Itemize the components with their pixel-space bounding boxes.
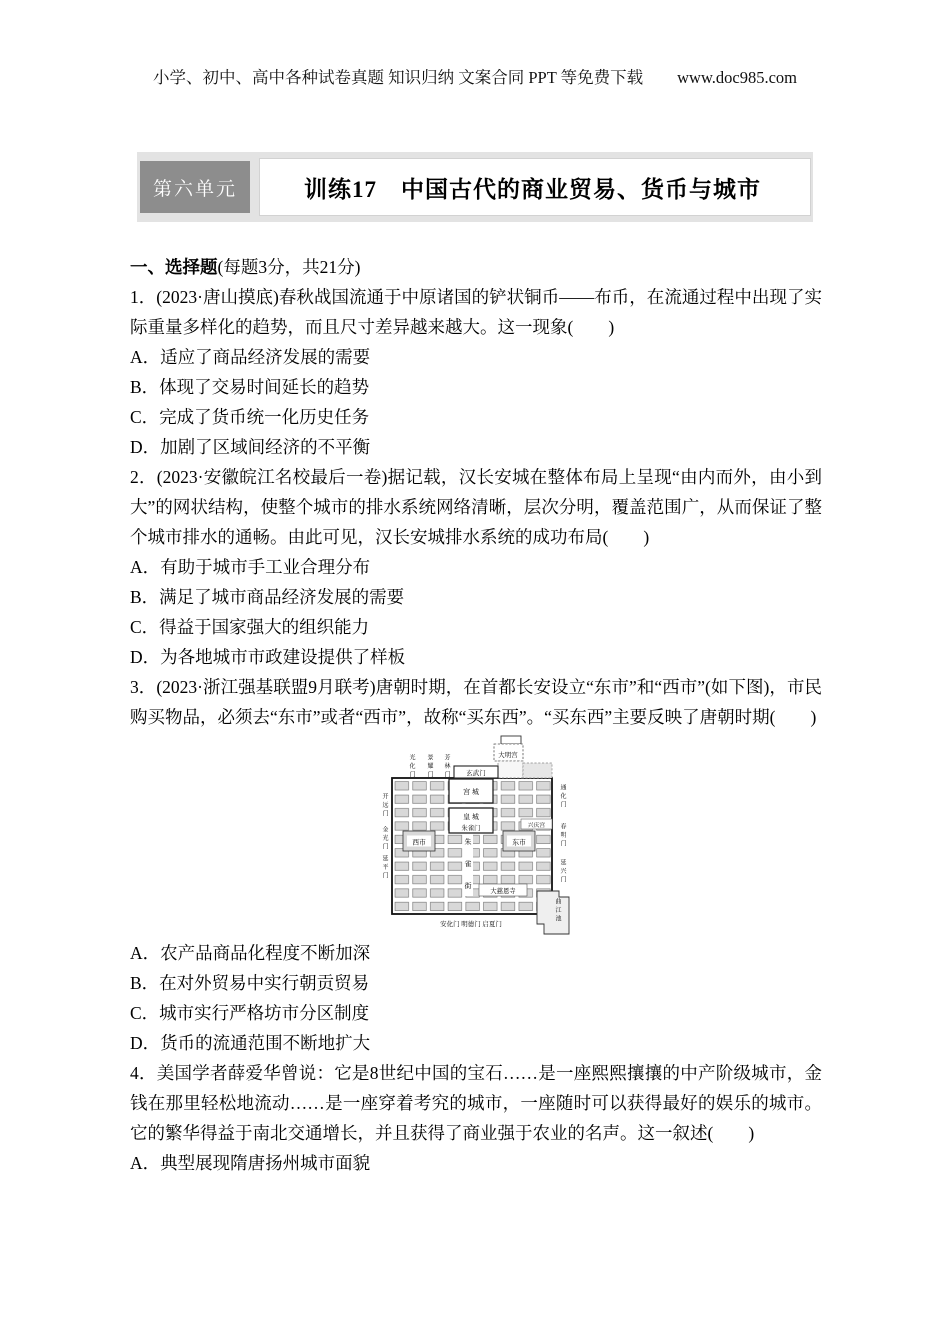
question-1-option-d: D．加剧了区域间经济的不平衡 <box>130 437 371 457</box>
gate-guanghua-label: 光化门 <box>408 754 414 780</box>
gate-jingyao-label: 景耀门 <box>426 754 432 780</box>
question-1-option-a: A．适应了商品经济发展的需要 <box>130 347 371 367</box>
gate-fanglin-label: 芳林门 <box>443 754 449 780</box>
question-2-option-a: A．有助于城市手工业合理分布 <box>130 557 371 577</box>
palace-annex-block <box>523 763 552 778</box>
changan-city-map <box>130 734 822 937</box>
question-3-option-b: B．在对外贸易中实行朝贡贸易 <box>130 973 370 993</box>
section-heading-note: (每题3分，共21分) <box>217 257 361 277</box>
question-4-stem: 4．美国学者薛爱华曾说：它是8世纪中国的宝石……是一座熙熙攘攘的中产阶级城市，金钱在那里轻松地流动……是一座穿着考究的城市，一座随时可以获得最好的娱乐的城市。它的繁华得益于南北交通增长，并且获得了商业强于农业的名声。这一叙述( ) <box>130 1063 822 1143</box>
site-header <box>0 64 950 88</box>
tang-changan-map-svg <box>376 734 576 937</box>
gate-kaiyuan-label: 开远门 <box>381 793 387 819</box>
west-market-label: 西市 <box>412 839 426 847</box>
palace-city-label: 宫 城 <box>463 788 479 796</box>
question-2-stem: 2．(2023·安徽皖江名校最后一卷)据记载，汉长安城在整体布局上呈现“由内而外，由小到大”的网状结构，使整个城市的排水系统网络清晰，层次分明，覆盖范围广，从而保证了整个城市排水的通畅。由此可见，汉长安城排水系统的成功布局( ) <box>130 467 822 547</box>
site-url: www.doc985.com <box>677 68 798 87</box>
question-3-option-a: A．农产品商品化程度不断加深 <box>130 943 371 963</box>
gates-bottom-label: 安化门 明德门 启夏门 <box>440 921 502 928</box>
imperial-city-label: 皇 城 <box>463 813 479 821</box>
gate-yanxing-label: 延兴门 <box>559 859 565 885</box>
zhuque-gate-label: 朱雀门 <box>461 825 481 832</box>
header-promo-text: 小学、初中、高中各种试卷真题 知识归纳 文案合同 PPT 等免费下载 <box>152 68 644 87</box>
unit-label: 第六单元 <box>140 161 250 213</box>
gate-chunming-label: 春明门 <box>559 823 565 849</box>
question-2-option-c: C．得益于国家强大的组织能力 <box>130 617 370 637</box>
question-2-option-b: B．满足了城市商品经济发展的需要 <box>130 587 405 607</box>
dacien-temple-label: 大慈恩寺 <box>490 888 516 895</box>
lesson-title: 训练17 中国古代的商业贸易、货币与城市 <box>259 158 811 216</box>
qujiang-pond-label: 曲江池 <box>554 898 560 924</box>
lesson-banner <box>137 152 813 222</box>
xuanwu-gate-label: 玄武门 <box>466 770 486 777</box>
section-heading-bold: 一、选择题 <box>130 257 218 277</box>
question-1-option-c: C．完成了货币统一化历史任务 <box>130 407 370 427</box>
question-1-stem: 1．(2023·唐山摸底)春秋战国流通于中原诸国的铲状铜币——布币，在流通过程中出现了实际重量多样化的趋势，而且尺寸差异越来越大。这一现象( ) <box>130 287 822 337</box>
gate-jinguang-label: 金光门 <box>381 826 387 852</box>
gate-tonghua-label: 通化门 <box>559 784 565 810</box>
zhuque-street-label: 朱雀街 <box>464 838 472 904</box>
qujiang-pond-shape <box>537 891 569 934</box>
gate-yanping-label: 延平门 <box>381 855 387 881</box>
question-3-option-c: C．城市实行严格坊市分区制度 <box>130 1003 370 1023</box>
xingqing-palace-label: 兴庆宫 <box>527 823 546 829</box>
question-2-option-d: D．为各地城市市政建设提供了样板 <box>130 647 406 667</box>
daming-palace-tower <box>501 736 521 744</box>
daming-palace-extension <box>498 761 523 778</box>
east-market-label: 东市 <box>512 839 526 847</box>
exam-body <box>130 252 822 1178</box>
question-3-option-d: D．货币的流通范围不断地扩大 <box>130 1033 371 1053</box>
question-4-option-a: A．典型展现隋唐扬州城市面貌 <box>130 1153 371 1173</box>
section-heading <box>130 252 822 282</box>
daming-palace-label: 大明宫 <box>498 752 518 759</box>
question-1-option-b: B．体现了交易时间延长的趋势 <box>130 377 370 397</box>
question-3-stem: 3．(2023·浙江强基联盟9月联考)唐朝时期，在首都长安设立“东市”和“西市”(如下图)，市民购买物品，必须去“东市”或者“西市”，故称“买东西”。“买东西”主要反映了唐朝时期( ) <box>130 677 822 727</box>
